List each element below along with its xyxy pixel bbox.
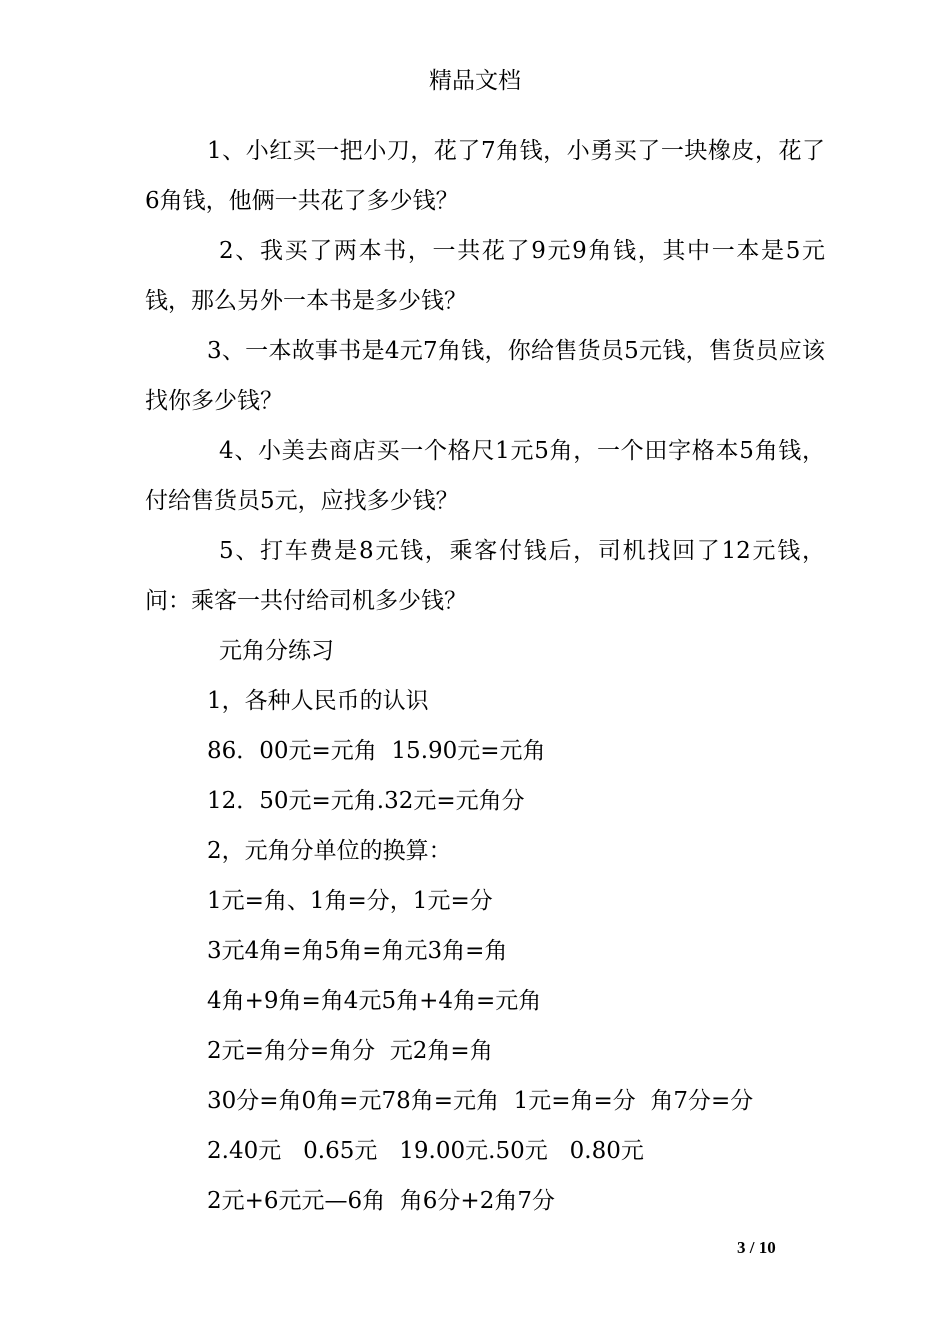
document-body	[145, 126, 825, 1226]
practice-line-10: 2.40元 0.65元 19.00元.50元 0.80元	[207, 1138, 644, 1164]
practice-line-1: 1，各种人民币的认识	[207, 688, 429, 714]
practice-line-4: 2，元角分单位的换算：	[207, 838, 452, 864]
problem-1: 1、小红买一把小刀，花了7角钱，小勇买了一块橡皮，花了6角钱，他俩一共花了多少钱？	[145, 138, 825, 214]
practice-line-6: 3元4角=角5角=角元3角=角	[207, 938, 508, 964]
practice-title: 元角分练习	[219, 638, 334, 664]
practice-line-2: 86．00元=元角 15.90元=元角	[207, 738, 546, 764]
page-header-title: 精品文档	[429, 68, 521, 94]
problem-3: 3、一本故事书是4元7角钱，你给售货员5元钱，售货员应该找你多少钱？	[145, 338, 825, 414]
problem-2: 2、我买了两本书，一共花了9元9角钱，其中一本是5元钱，那么另外一本书是多少钱？	[145, 238, 825, 314]
practice-line-8: 2元=角分=角分 元2角=角	[207, 1038, 493, 1064]
practice-line-3: 12．50元=元角.32元=元角分	[207, 788, 525, 814]
problem-4: 4、小美去商店买一个格尺1元5角，一个田字格本5角钱，付给售货员5元，应找多少钱？	[145, 438, 825, 514]
practice-line-7: 4角+9角=角4元5角+4角=元角	[207, 988, 542, 1014]
problem-5: 5、打车费是8元钱，乘客付钱后，司机找回了12元钱，问：乘客一共付给司机多少钱？	[145, 538, 825, 614]
practice-line-9: 30分=角0角=元78角=元角 1元=角=分 角7分=分	[207, 1088, 754, 1114]
page-number: 3 / 10	[737, 1238, 776, 1257]
practice-line-11: 2元+6元元—6角 角6分+2角7分	[207, 1188, 555, 1214]
practice-line-5: 1元=角、1角=分，1元=分	[207, 888, 493, 914]
